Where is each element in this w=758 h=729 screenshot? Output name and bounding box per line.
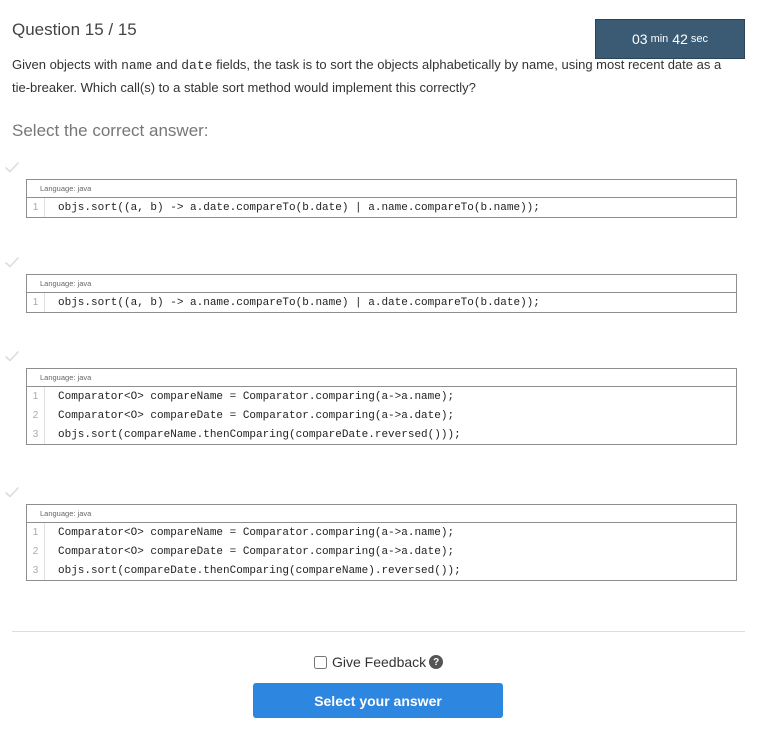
code-text: objs.sort(compareName.thenComparing(compareDate.reversed())); [58, 428, 461, 441]
answer-option-1[interactable] [26, 179, 737, 218]
code-text: Comparator<O> compareDate = Comparator.comparing(a->a.date); [58, 409, 455, 422]
answer-option-3[interactable] [26, 368, 737, 445]
code-text: Comparator<O> compareDate = Comparator.comparing(a->a.date); [58, 545, 455, 558]
line-number: 2 [27, 542, 45, 561]
line-number: 1 [27, 523, 45, 542]
check-icon[interactable] [4, 256, 20, 268]
code-language-label: Language: java [27, 505, 736, 523]
timer-seconds: 42 [672, 31, 688, 47]
check-icon[interactable] [4, 161, 20, 173]
line-number: 1 [27, 387, 45, 406]
select-answer-button[interactable]: Select your answer [253, 683, 503, 718]
timer-minutes: 03 [631, 31, 648, 47]
code-line [27, 406, 736, 425]
answer-option-4[interactable] [26, 504, 737, 581]
question-title: Question 15 / 15 [12, 20, 137, 39]
answer-option-2[interactable] [26, 274, 737, 313]
question-circle-icon[interactable]: ? [429, 655, 443, 669]
select-answer-label: Select the correct answer: [12, 121, 209, 140]
question-prompt [12, 54, 742, 99]
code-language-label: Language: java [27, 180, 736, 198]
check-icon[interactable] [4, 350, 20, 362]
prompt-text: Given objects with [12, 57, 122, 72]
check-icon[interactable] [4, 486, 20, 498]
give-feedback-toggle[interactable] [314, 654, 443, 670]
line-number: 3 [27, 425, 45, 444]
line-number: 2 [27, 406, 45, 425]
code-line [27, 561, 736, 580]
prompt-code-name: name [121, 58, 153, 73]
code-text: objs.sort((a, b) -> a.name.compareTo(b.name) | a.date.compareTo(b.date)); [58, 296, 540, 309]
code-text: Comparator<O> compareName = Comparator.comparing(a->a.name); [58, 526, 455, 539]
timer-sec-label: sec [690, 33, 708, 45]
code-line [27, 425, 736, 444]
give-feedback-label: Give Feedback [332, 654, 427, 670]
prompt-text: fields, the task is to sort the objects alphabetically by name, using most recent date as a tie-breaker. Which call(s) to a stable sort method would implement this correctly? [12, 57, 722, 95]
code-line [27, 198, 736, 217]
line-number: 3 [27, 561, 45, 580]
countdown-timer [595, 19, 745, 59]
give-feedback-checkbox[interactable] [314, 656, 327, 669]
code-line [27, 293, 736, 312]
divider [12, 631, 745, 632]
code-line [27, 542, 736, 561]
code-line [27, 523, 736, 542]
prompt-text: and [152, 57, 182, 72]
code-text: objs.sort(compareDate.thenComparing(compareName).reversed()); [58, 564, 461, 577]
code-line [27, 387, 736, 406]
code-language-label: Language: java [27, 369, 736, 387]
prompt-code-date: date [181, 58, 213, 73]
code-language-label: Language: java [27, 275, 736, 293]
line-number: 1 [27, 293, 45, 312]
code-text: Comparator<O> compareName = Comparator.comparing(a->a.name); [58, 390, 455, 403]
line-number: 1 [27, 198, 45, 217]
timer-min-label: min [650, 33, 669, 45]
code-text: objs.sort((a, b) -> a.date.compareTo(b.date) | a.name.compareTo(b.name)); [58, 201, 540, 214]
